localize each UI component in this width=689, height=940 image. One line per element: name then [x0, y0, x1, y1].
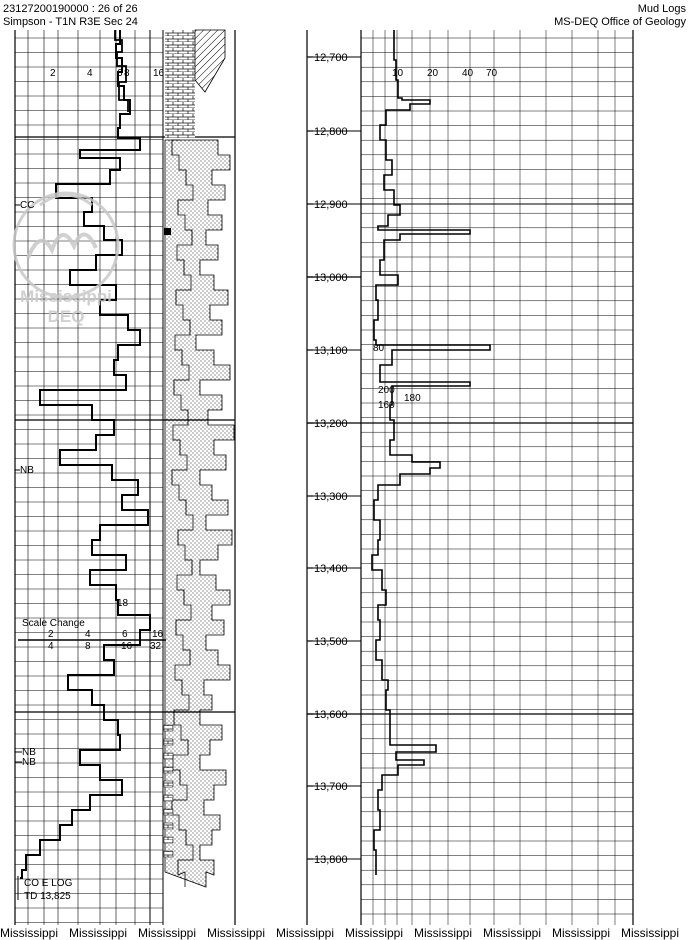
scale-label: 2 — [50, 68, 56, 79]
watermark-label: Mississippi — [483, 926, 542, 940]
depth-label: 12,900 — [314, 199, 348, 211]
log-footer — [18, 876, 73, 902]
scale-label: 8 — [124, 68, 130, 79]
depth-label: 13,200 — [314, 418, 348, 430]
watermark-label: Mississippi — [0, 926, 59, 940]
gas-scale-label: 40 — [462, 68, 474, 79]
footer-log-type: CO E LOG — [24, 878, 73, 889]
gas-scale-label: 20 — [427, 68, 439, 79]
depth-label: 13,400 — [314, 563, 348, 575]
gas-annotation: 200 — [378, 385, 395, 396]
depth-label: 13,500 — [314, 636, 348, 648]
gas-annotation: 160 — [378, 400, 395, 411]
limestone-stringer — [164, 725, 173, 731]
document-type: Mud Logs — [637, 3, 686, 15]
scale-change-value: 6 — [122, 629, 128, 640]
gas-annotation: 180 — [404, 393, 421, 404]
marker-cc: CC — [20, 200, 35, 211]
limestone-stringer — [164, 851, 173, 857]
limestone-stringer — [164, 767, 173, 773]
well-location: Simpson - T1N R3E Sec 24 — [3, 16, 138, 28]
gas-scale-label: 70 — [486, 68, 498, 79]
limestone-stringer — [164, 837, 173, 843]
office-name: MS-DEQ Office of Geology — [554, 16, 686, 28]
log-curves — [20, 30, 490, 878]
depth-label: 13,700 — [314, 781, 348, 793]
watermark-label: Mississippi — [207, 926, 266, 940]
left-scale-labels — [50, 68, 165, 79]
scale-change-label: Scale Change — [22, 618, 85, 629]
scale-change-value: 2 — [48, 629, 54, 640]
footer-total-depth: TD 13,825 — [24, 891, 71, 902]
depth-label: 13,600 — [314, 709, 348, 721]
depth-labels — [314, 52, 348, 866]
sandstone-interval — [165, 140, 234, 887]
lithology-column — [164, 30, 234, 887]
scale-change-value: 16 — [152, 629, 164, 640]
scale-change-value: 32 — [150, 641, 162, 652]
depth-label: 13,100 — [314, 345, 348, 357]
scale-label: 16 — [153, 68, 165, 79]
right-track-grid — [307, 30, 633, 925]
depth-label: 13,800 — [314, 854, 348, 866]
deq-logo-watermark — [14, 193, 118, 326]
scale-label: 6 — [117, 68, 123, 79]
logo-line1: Mississippi — [20, 287, 112, 306]
marker-18: 18 — [117, 598, 129, 609]
scale-change-value: 8 — [85, 641, 91, 652]
logo-wave-icon — [28, 234, 96, 258]
watermark-label: Mississippi — [69, 926, 128, 940]
total-gas-curve — [372, 30, 490, 875]
limestone-stringer — [164, 795, 173, 801]
marker-nb: NB — [22, 757, 36, 768]
limestone-stringer — [164, 739, 173, 745]
watermark-label: Mississippi — [414, 926, 473, 940]
depth-label: 12,800 — [314, 126, 348, 138]
marker-nb: NB — [22, 747, 36, 758]
marker-nb: NB — [20, 465, 34, 476]
limestone-stringer — [164, 781, 173, 787]
limestone-stringer — [164, 823, 173, 829]
watermark-label: Mississippi — [552, 926, 611, 940]
gas-scale-labels — [392, 68, 498, 79]
watermark-label: Mississippi — [621, 926, 680, 940]
watermark-label: Mississippi — [276, 926, 335, 940]
document-id: 23127200190000 : 26 of 26 — [3, 3, 138, 15]
scale-label: 4 — [87, 68, 93, 79]
gas-annotation: 80 — [373, 343, 385, 354]
limestone-stringer — [164, 753, 173, 759]
scale-change-value: 16 — [121, 641, 133, 652]
rop-curve — [20, 30, 150, 878]
core-marker — [164, 228, 171, 235]
depth-label: 13,000 — [314, 272, 348, 284]
depth-label: 12,700 — [314, 52, 348, 64]
limestone-stringer — [164, 809, 173, 815]
scale-change-value: 4 — [48, 641, 54, 652]
dolomite-interval — [195, 30, 225, 92]
logo-line2: DEQ — [47, 307, 85, 326]
scale-change-value: 4 — [85, 629, 91, 640]
watermark-label: Mississippi — [345, 926, 404, 940]
limestone-interval — [165, 30, 195, 138]
depth-label: 13,300 — [314, 491, 348, 503]
gas-scale-label: 10 — [392, 68, 404, 79]
watermark-label: Mississippi — [138, 926, 197, 940]
